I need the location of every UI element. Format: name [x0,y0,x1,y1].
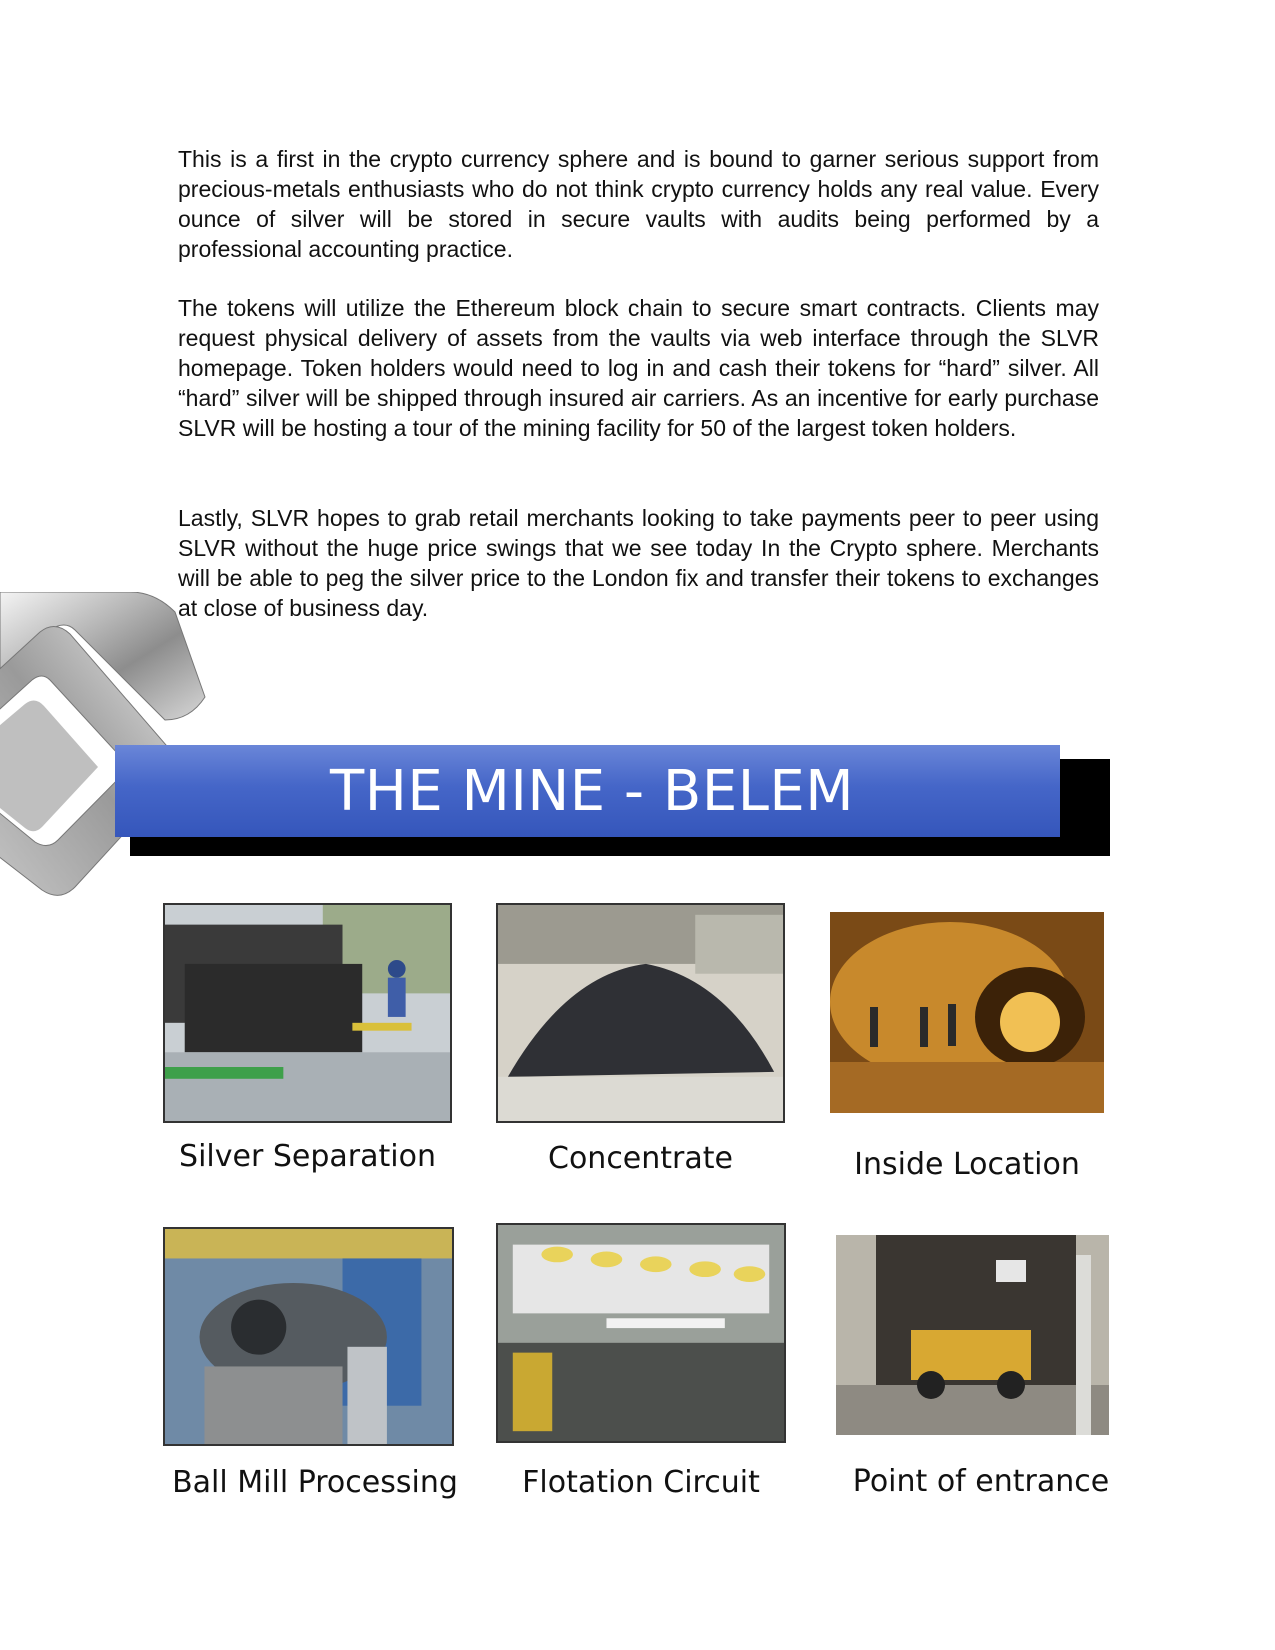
paragraph-1: This is a first in the crypto currency sphere and is bound to garner serious support from precious-metals enthusiasts who do not think crypto currency holds any real value. Every ounce of silver will be stored in secure vaults with audits being performed by a professional accounting practice. [178,146,1099,262]
caption-point-of-entrance: Point of entrance [852,1464,1110,1499]
ball-mill-processing-photo [163,1227,454,1446]
caption-flotation-circuit: Flotation Circuit [522,1465,760,1500]
caption-inside-location: Inside Location [854,1147,1080,1182]
concentrate-photo [496,903,785,1123]
paragraph-2: The tokens will utilize the Ethereum block chain to secure smart contracts. Clients may request physical delivery of assets from the vaults via web interface through the SLVR homepage. Token holders would need to log in and cash their tokens for “hard” silver. All “hard” silver will be shipped through insured air carriers. As an incentive for early purchase SLVR will be hosting a tour of the mining facility for 50 of the largest token holders. [178,295,1099,441]
paragraph-3: Lastly, SLVR hopes to grab retail merchants looking to take payments peer to peer using SLVR without the huge price swings that we see today In the Crypto sphere. Merchants will be able to peg the silver price to the London fix and transfer their tokens to exchanges at close of business day. [178,505,1099,621]
caption-ball-mill-processing: Ball Mill Processing [172,1465,458,1500]
silver-separation-photo [163,903,452,1123]
section-title: THE MINE - BELEM [330,759,855,824]
caption-silver-separation: Silver Separation [179,1139,436,1174]
inside-location-photo [830,912,1104,1113]
caption-concentrate: Concentrate [548,1141,733,1176]
flotation-circuit-photo [496,1223,786,1443]
point-of-entrance-photo [836,1235,1109,1435]
